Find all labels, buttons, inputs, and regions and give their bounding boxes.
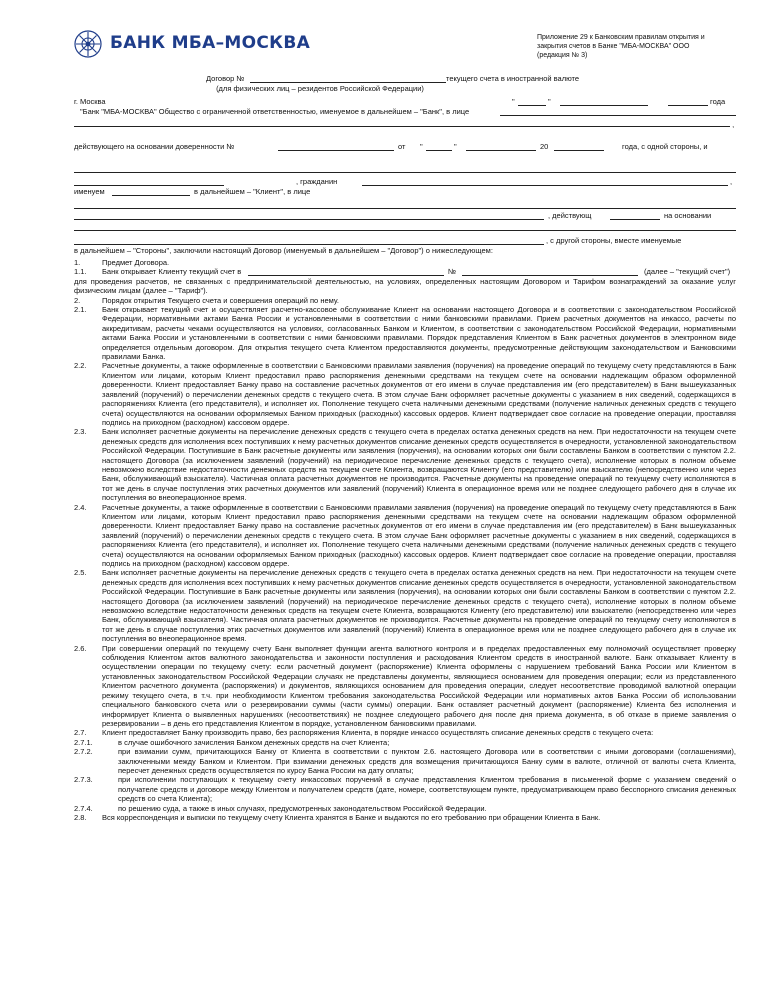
bank-rep-line bbox=[74, 118, 736, 129]
appendix-line: (редакция № 3) bbox=[537, 52, 588, 59]
contract-section bbox=[74, 804, 736, 813]
section-number: 2.5. bbox=[74, 568, 87, 578]
section-text: При совершении операций по текущему счету Банк выполняет функции агента валютного контроля и в пределах предоставленных ему полномочий осуществляет проверку соблюдения Клиентом актов валютного законодательства и законности поступления и расходования Клиентом средств в иностранной валюте. Банк отказывает Клиенту в осуществлении операции по текущему счету: если расчетный документ (распоряжение) Клиента оформлены с нарушением требований Банка России или Клиентом в установленных законодательством Российской Федерации случаях не представлены документы, являющиеся основанием для проведения операции; если из представленного Клиентом расчетного документа (распоряжения) и документов, являющихся основанием для проведения операции, следует несоответствие проводимой валютной операции режиму текущего счета, в т.ч. при необходимости Клиентом требования законодательства Российской Федерации или нормативных актов Банка России об использовании специального банковского счета или о резервировании суммы (части суммы) операции. Банк оставляет расчетный документ (распоряжение) Клиента без исполнения и информирует Клиента о выявленных нарушениях (несоответствиях) не позднее следующего рабочего дня после дня приема документа, в об отказе в приеме заявления о резервировании – в день его представления Клиентом в порядке, установленном банковскими правилами. bbox=[102, 643, 736, 728]
acting-label: , действующ bbox=[548, 211, 592, 220]
citizen-name-field[interactable] bbox=[362, 177, 728, 186]
bank-logo bbox=[74, 30, 310, 58]
day-field[interactable] bbox=[518, 97, 546, 106]
section-text: Порядок открытия Текущего счета и совершения операций по нему. bbox=[102, 295, 339, 305]
contract-section bbox=[74, 568, 736, 643]
city: г. Москва bbox=[74, 97, 106, 106]
currency-field[interactable] bbox=[248, 267, 444, 276]
year-label: года bbox=[710, 97, 726, 106]
contract-section bbox=[74, 644, 736, 729]
client-rep-field[interactable] bbox=[74, 200, 736, 209]
section-text: Вся корреспонденция и выписки по текущему счету Клиента хранятся в Банке и выдаются по его требованию при обращении Клиента в Банк. bbox=[102, 812, 601, 822]
blank-line bbox=[74, 222, 736, 233]
named-suffix-field[interactable] bbox=[112, 187, 190, 196]
month-field[interactable] bbox=[560, 97, 648, 106]
proxy-row bbox=[74, 142, 736, 151]
quote-mark: " bbox=[420, 142, 423, 151]
section-text: Банк исполняет расчетные документы на перечисление денежных средств с текущего счета в пределах остатка денежных средств на нем. При недостаточности на текущем счете денежных средств для исполнения всех поступивших к нему расчетных документов списание денежных средств осуществляется в очередности, установленной законодательством Российской Федерации. Поступившие в Банк расчетные документы или заявления (поручения), на основании которых они были составлены Банком в соответствии с пунктом 2.2. настоящего Договора (за исключением заявлений (поручений) на периодическое перечисление денежных средств с текущего счета), исполнение которых в полном объеме невозможно вследствие недостаточности денежных средств на текущем счете Клиента, возвращаются Клиенту (его представителю) или взыскателю (непосредственно или через Банк, обслуживающий взыскателя). Частичная оплата расчетных документов не производится. Расчетные документы на проведение операций по текущему счету исполняются в тот же день в случае поступления этих расчетных документов или заявлений (поручений) Клиента в операционное время или не позднее следующего рабочего дня в случае их поступления во внеоперационное время. bbox=[102, 427, 736, 503]
proxy-text: действующего на основании доверенности № bbox=[74, 142, 235, 151]
contract-section bbox=[74, 728, 736, 737]
contract-subtitle: (для физических лиц – резидентов Российской Федерации) bbox=[216, 84, 424, 93]
bank-party-text: "Банк "МБА-МОСКВА" Общество с ограниченной ответственностью, именуемое в дальнейшем – "Банк", в лице bbox=[80, 107, 470, 116]
contract-section bbox=[74, 267, 736, 276]
section-text: по решению суда, а также в иных случаях, предусмотренных законодательством Российской Федерации. bbox=[118, 803, 487, 813]
section-number: 2.7. bbox=[74, 728, 87, 738]
appendix-line: Приложение 29 к Банковским правилам открытия и bbox=[537, 34, 705, 41]
contract-section bbox=[74, 503, 736, 569]
contract-section bbox=[74, 738, 736, 747]
section-number: 2.8. bbox=[74, 812, 87, 822]
city-date-row bbox=[74, 97, 736, 106]
proxy-number-field[interactable] bbox=[278, 142, 394, 151]
named-row bbox=[74, 187, 736, 196]
quote-mark: " bbox=[454, 142, 457, 151]
blank-line bbox=[74, 200, 736, 211]
other-side-text: , с другой стороны, вместе именуемые bbox=[546, 236, 682, 245]
quote-mark: " bbox=[548, 97, 551, 106]
section-number: 1.1. bbox=[74, 267, 87, 277]
appendix-note bbox=[537, 33, 737, 60]
section-paragraph: для проведения расчетов, не связанных с предпринимательской деятельностью, на условиях, определенных настоящим Договором и Тарифом вознаграждений за оказание услуг физическим лицам (далее – "Тариф"). bbox=[74, 276, 736, 296]
year-20: 20 bbox=[540, 142, 549, 151]
section-text: Банк открывает текущий счет и осуществляет расчетно-кассовое обслуживание Клиент на основании настоящего Договора и в соответствии с законодательством Российской Федерации, нормативными актами Банка России и установленными в соответствии с ними банковскими правилами. Прием расчетных документов на инкассо, расчеты по аккредитивам, расчеты чеками осуществляются на условиях, согласованных Банком и Клиентом, в соответствии с законодательством Российской Федерации, нормативными актами Банка России и установленными в соответствии с ними банковскими правилами. Порядок представления Клиентом в Банк расчетных документов в электронном виде определяется отдельным договором. Для открытия текущего счета Клиентом предоставляются документы, предусмотренные действующим законодательством и Банковскими правилами Банка. bbox=[102, 305, 736, 362]
section-number: 2.6. bbox=[74, 643, 87, 653]
section-text: Клиент предоставляет Банку производить право, без распоряжения Клиента, в порядке инкассо осуществлять списание денежных средств с текущего счета: bbox=[102, 728, 654, 738]
parties-line: в дальнейшем – "Стороны", заключили настоящий Договор (именуемый в дальнейшем – "Договор") о нижеследующем: bbox=[74, 246, 493, 255]
year-field[interactable] bbox=[668, 97, 708, 106]
proxy-month-field[interactable] bbox=[466, 142, 536, 151]
contract-section bbox=[74, 361, 736, 427]
section-text: при взимании сумм, причитающихся Банку от Клиента в соответствии с пунктом 2.6. настоящего Договора или в соответствии с иными договорами (соглашениями), заключенными между Банком и Клиентом. При взимании денежных средств для возмещения причитающихся Банку сумм в валюте, отличной от валюты счета Клиента, пересчет денежных средств осуществляется по курсу Банка России на дату оплаты; bbox=[118, 747, 736, 775]
proxy-day-field[interactable] bbox=[426, 142, 452, 151]
contract-number-field[interactable] bbox=[250, 74, 446, 83]
section-text: Предмет Договора. bbox=[102, 258, 170, 267]
bank-representative-field[interactable] bbox=[500, 107, 736, 116]
section-text-lead: Банк открывает Клиенту текущий счет в bbox=[102, 267, 242, 277]
contract-section bbox=[74, 747, 736, 775]
section-number: 2.1. bbox=[74, 305, 87, 315]
quote-mark: " bbox=[512, 97, 515, 106]
comma: , bbox=[730, 177, 733, 186]
section-number: 2. bbox=[74, 295, 81, 305]
bank-name: БАНК МБА–МОСКВА bbox=[110, 33, 311, 54]
from-label: от bbox=[398, 142, 406, 151]
section-number: 1. bbox=[74, 258, 81, 267]
contract-section bbox=[74, 258, 736, 267]
client-field[interactable] bbox=[74, 177, 224, 186]
section-number: 2.3. bbox=[74, 427, 87, 437]
appendix-line: закрытия счетов в Банке "МБА-МОСКВА" ООО bbox=[537, 43, 690, 50]
client-name-field[interactable] bbox=[74, 164, 736, 173]
blank-line bbox=[74, 164, 736, 175]
section-number: 2.7.3. bbox=[74, 775, 93, 785]
on-basis-label: на основании bbox=[664, 211, 712, 220]
section-number: 2.2. bbox=[74, 361, 87, 371]
basis-field[interactable] bbox=[74, 222, 736, 231]
contract-body bbox=[74, 258, 736, 822]
named-label: именуем bbox=[74, 187, 105, 196]
acting-suffix-field[interactable] bbox=[610, 211, 660, 220]
contract-section bbox=[74, 775, 736, 803]
acting-row bbox=[74, 211, 736, 222]
one-side-text: года, с одной стороны, и bbox=[622, 142, 708, 151]
client-named-text: в дальнейшем – "Клиент", в лице bbox=[194, 187, 311, 196]
section-text: Банк исполняет расчетные документы на перечисление денежных средств с текущего счета в пределах остатка денежных средств на нем. При недостаточности на текущем счете денежных средств для исполнения всех поступивших к нему расчетных документов списание денежных средств осуществляется в очередности, установленной законодательством Российской Федерации. Поступившие в Банк расчетные документы или заявления (поручения), на основании которых они были составлены Банком в соответствии с пунктом 2.2. настоящего Договора (за исключением заявлений (поручений) на периодическое перечисление денежных средств с текущего счета), исполнение которых в полном объеме невозможно вследствие недостаточности денежных средств на текущем счете Клиента, возвращаются Клиенту (его представителю) или взыскателю (непосредственно или через Банк, обслуживающий взыскателя). Частичная оплата расчетных документов не производится. Расчетные документы на проведение операций по текущему счету исполняются в тот же день в случае поступления этих расчетных документов или заявлений (поручений) Клиента в операционное время или не позднее следующего рабочего дня в случае их поступления во внеоперационное время. bbox=[102, 568, 736, 644]
account-number-field[interactable] bbox=[462, 267, 638, 276]
comma: , bbox=[732, 120, 735, 129]
section-text: в случае ошибочного зачисления Банком денежных средств на счет Клиента; bbox=[118, 737, 390, 747]
contract-title: текущего счета в иностранной валюте bbox=[446, 74, 580, 83]
bank-representative-field-2[interactable] bbox=[74, 118, 730, 127]
section-text-tail: (далее – "текущий счет") bbox=[644, 267, 731, 277]
number-label: № bbox=[448, 267, 457, 277]
section-number: 2.7.1. bbox=[74, 737, 93, 747]
contract-number-label: Договор № bbox=[206, 74, 245, 83]
section-text: Расчетные документы, а также оформленные в соответствии с Банковскими правилами заявления (поручения) на проведение операций по текущему счету представляются в Банк Клиентом или лицами, которым Клиент предоставил право распоряжения денежными средствами на текущем счете на основании надлежащим образом оформленной доверенности. Клиент предоставляет Банку право на составление расчетных документов от его имени в случае представления им (его представителем) в Банк вышеуказанных заявлений (поручений) о перечислении денежных средств с текущего счета. В этом случае Банк оформляет расчетные документы с указанием в них сведений, содержащихся в распоряжениях Клиента (его представителя), и исполняет их. Пополнение текущего счета наличными денежными средствами (получение наличных денежных средств с текущего счета) осуществляются на основании оформляемых Банком приходных (расходных) кассовых ордеров. Клиент подтверждает свое согласие на проведение операции, проставляя подпись на приходном (расходном) кассовом ордере. bbox=[102, 361, 736, 427]
section-number: 2.4. bbox=[74, 502, 87, 512]
section-text: Расчетные документы, а также оформленные в соответствии с Банковскими правилами заявления (поручения) на проведение операций по текущему счету представляются в Банк Клиентом или лицами, которым Клиент предоставил право распоряжения денежными средствами на текущем счете на основании надлежащим образом оформленной доверенности. Клиент предоставляет Банку право на составление расчетных документов от его имени в случае представления им (его представителем) в Банк вышеуказанных заявлений (поручений) о перечислении денежных средств с текущего счета. В этом случае Банк оформляет расчетные документы с указанием в них сведений, содержащихся в распоряжениях Клиента (его представителя), и исполняет их. Пополнение текущего счета наличными денежными средствами (получение наличных денежных средств с текущего счета) осуществляются на основании оформляемых Банком приходных (расходных) кассовых ордеров. Клиент подтверждает свое согласие на проведение операции, проставляя подпись на приходном (расходном) кассовом ордере. bbox=[102, 502, 736, 568]
citizen-label: , гражданин bbox=[296, 177, 338, 186]
contract-section bbox=[74, 305, 736, 361]
section-number: 2.7.2. bbox=[74, 747, 93, 757]
contract-section bbox=[74, 813, 736, 822]
contract-section bbox=[74, 427, 736, 502]
bank-star-logo-icon bbox=[74, 30, 102, 58]
bank-party-row bbox=[74, 107, 736, 116]
proxy-year-field[interactable] bbox=[554, 142, 604, 151]
section-number: 2.7.4. bbox=[74, 803, 93, 813]
section-text bbox=[102, 267, 736, 276]
basis-field-2[interactable] bbox=[74, 236, 544, 245]
section-text: при исполнении поступающих к текущему счету инкассовых поручений в случае представления Клиентом требования в письменной форме с указанием сведений о получателе средств и договоре между Клиентом и получателем средств (дате, номере, соответствующем пункте, предусматривающем право бесспорного списания денежных средств со счета Клиента); bbox=[118, 775, 736, 804]
client-rep-field-2[interactable] bbox=[74, 211, 544, 220]
contract-section bbox=[74, 296, 736, 305]
